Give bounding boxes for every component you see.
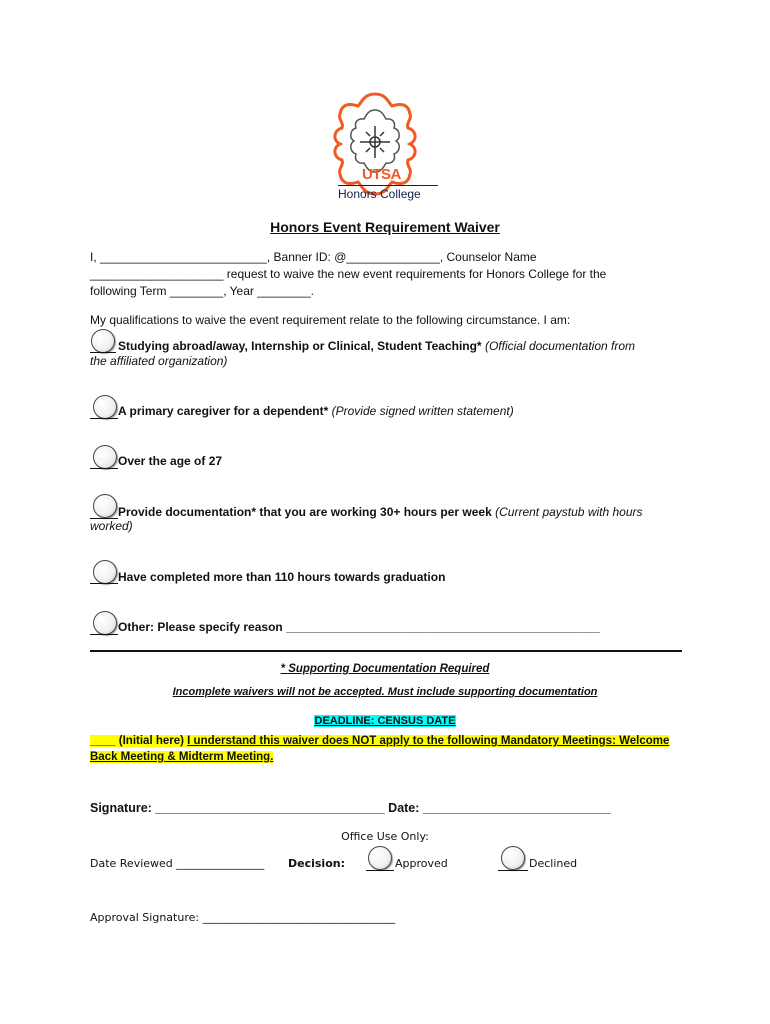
option-over-27: Over the age of 27 xyxy=(118,454,223,468)
acknowledgement-text-1: I understand this waiver does NOT apply to the following Mandatory Meetings: Welcome xyxy=(187,735,670,747)
approved-blank xyxy=(366,870,394,871)
option-note: (Current paystub with hours xyxy=(495,505,643,519)
option-other-radio[interactable] xyxy=(93,611,117,635)
deadline-banner xyxy=(0,711,770,729)
intro-line-1: I, _________________________, Banner ID: @______________, Counselor Name xyxy=(90,250,537,264)
option-blank xyxy=(90,418,118,419)
option-caregiver-radio[interactable] xyxy=(93,395,117,419)
option-working-hours-radio[interactable] xyxy=(93,494,117,518)
option-note: (Provide signed written statement) xyxy=(331,404,514,418)
office-use-heading: Office Use Only: xyxy=(341,830,429,843)
declined-label: Declined xyxy=(529,857,578,870)
signature-line[interactable]: Signature: _________________________________ Date: ___________________________ xyxy=(90,801,611,815)
option-blank xyxy=(90,352,116,353)
option-note-continued: worked) xyxy=(90,519,133,533)
option-label: A primary caregiver for a dependent* xyxy=(118,404,329,418)
approved-label: Approved xyxy=(395,857,448,870)
option-110-hours: Have completed more than 110 hours towards graduation xyxy=(118,570,446,584)
option-working-hours xyxy=(118,505,643,520)
intro-line-3: following Term ________, Year ________. xyxy=(90,284,314,298)
option-blank xyxy=(90,634,118,635)
option-label: Studying abroad/away, Internship or Clinical, Student Teaching* xyxy=(118,339,482,353)
date-reviewed-field[interactable]: Date Reviewed ________________ xyxy=(90,857,265,870)
approval-signature-field[interactable]: Approval Signature: ___________________________________ xyxy=(90,911,396,924)
acknowledgement-text-2: Back Meeting & Midterm Meeting. xyxy=(90,751,274,763)
option-other: Other: Please specify reason _______________________________________________ xyxy=(118,620,600,634)
declined-radio[interactable] xyxy=(501,846,525,870)
approved-radio[interactable] xyxy=(368,846,392,870)
option-blank xyxy=(90,468,118,469)
logo-divider xyxy=(338,185,438,186)
logo-subtext: Honors College xyxy=(338,187,421,201)
acknowledgement xyxy=(90,733,690,765)
deadline-text: DEADLINE: CENSUS DATE xyxy=(314,715,456,727)
option-label: Provide documentation* that you are working 30+ hours per week xyxy=(118,505,492,519)
option-note-continued: the affiliated organization) xyxy=(90,354,228,368)
decision-label: Decision: xyxy=(288,857,345,870)
incomplete-note: Incomplete waivers will not be accepted. Must include supporting documentation xyxy=(172,686,598,698)
option-caregiver xyxy=(118,404,514,419)
logo-wordmark: UTSA xyxy=(362,166,401,183)
initial-blank[interactable]: ____ (Initial here) xyxy=(90,735,184,747)
option-blank xyxy=(90,583,118,584)
option-studying-abroad xyxy=(118,339,635,354)
option-over-27-radio[interactable] xyxy=(93,445,117,469)
declined-blank xyxy=(498,870,528,871)
qualifications-lead: My qualifications to waive the event requirement relate to the following circumstance. I am: xyxy=(90,313,571,327)
supporting-note: * Supporting Documentation Required xyxy=(280,663,490,675)
page-title: Honors Event Requirement Waiver xyxy=(270,219,500,235)
intro-line-2: ____________________ request to waive the new event requirements for Honors College for the xyxy=(90,267,607,281)
option-110-hours-radio[interactable] xyxy=(93,560,117,584)
option-note: (Official documentation from xyxy=(484,339,636,353)
option-studying-abroad-radio[interactable] xyxy=(91,329,115,353)
section-divider xyxy=(90,650,682,652)
